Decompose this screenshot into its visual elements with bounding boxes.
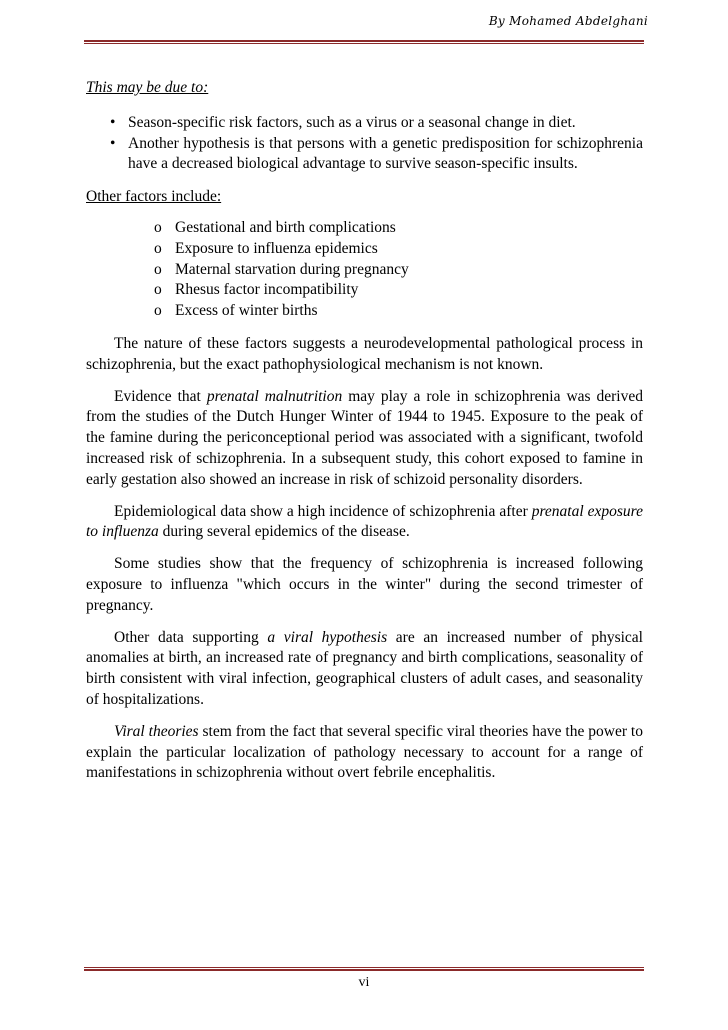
paragraph-text: during several epidemics of the disease.: [158, 523, 410, 541]
paragraph-text: Evidence that: [114, 387, 207, 405]
circle-bullet-icon: o: [154, 281, 162, 299]
list-item-text: Rhesus factor incompatibility: [175, 281, 359, 299]
other-factors-heading: Other factors include:: [86, 188, 222, 206]
page-number: vi: [358, 975, 370, 990]
circle-bullet-icon: o: [154, 302, 162, 320]
header-author: By Mohamed Abdelghani: [488, 14, 648, 28]
emphasis-text: Viral theories: [114, 722, 199, 740]
page-content: [86, 78, 643, 795]
list-item-text: Maternal starvation during pregnancy: [175, 260, 409, 278]
footer-rule: [84, 967, 644, 971]
list-item: [86, 280, 643, 301]
due-to-list: [86, 113, 643, 175]
bullet-icon: •: [110, 113, 116, 131]
emphasis-text: prenatal exposure to influenza: [86, 502, 643, 541]
emphasis-text: prenatal malnutrition: [206, 387, 343, 405]
paragraph-viral-hypothesis: [86, 628, 643, 711]
paragraph-winter: [86, 554, 643, 616]
list-item: [86, 239, 643, 260]
list-item-text: Another hypothesis is that persons with a genetic predisposition for schizophrenia have a decreased biological advantage to survive season-specific insults.: [128, 134, 643, 173]
header-rule: [84, 40, 644, 44]
paragraph-influenza: [86, 502, 643, 544]
paragraph-malnutrition: [86, 387, 643, 491]
circle-bullet-icon: o: [154, 260, 162, 278]
paragraph-text: The nature of these factors suggests a neurodevelopmental pathological process in schizophrenia, but the exact pathophysiological mechanism is not known.: [86, 334, 643, 373]
list-item-text: Gestational and birth complications: [175, 218, 396, 236]
paragraph-text: stem from the fact that several specific viral theories have the power to explain the particular localization of pathology necessary to account for a range of manifestations in schizophrenia without overt febrile encephalitis.: [86, 722, 643, 782]
circle-bullet-icon: o: [154, 239, 162, 257]
paragraph-text: Epidemiological data show a high incidence of schizophrenia after: [114, 502, 532, 520]
paragraph-mechanism: [86, 334, 643, 376]
paragraph-text: Some studies show that the frequency of schizophrenia is increased following exposure to influenza "which occurs in the winter" during the second trimester of pregnancy.: [86, 555, 643, 614]
paragraph-viral-theories: [86, 722, 643, 784]
list-item: [86, 301, 643, 322]
due-to-heading: This may be due to:: [86, 79, 209, 96]
list-item: [86, 260, 643, 281]
paragraph-text: may play a role in schizophrenia was derived from the studies of the Dutch Hunger Winter of 1944 to 1945. Exposure to the peak of the famine during the periconceptional period was associated with a significant, twofold increased risk of schizophrenia. In a subsequent study, this cohort exposed to famine in early gestation also showed an increase in risk of schizoid personality disorders.: [86, 387, 643, 488]
bullet-icon: •: [110, 134, 116, 152]
emphasis-text: a viral hypothesis: [267, 628, 388, 646]
list-item-text: Season-specific risk factors, such as a virus or a seasonal change in diet.: [128, 113, 576, 131]
list-item-text: Exposure to influenza epidemics: [175, 239, 378, 257]
list-item: [86, 134, 643, 176]
other-factors-list: [86, 218, 643, 322]
paragraph-text: Other data supporting: [114, 628, 268, 646]
circle-bullet-icon: o: [154, 218, 162, 236]
list-item: [86, 113, 643, 134]
paragraph-text: are an increased number of physical anomalies at birth, an increased rate of pregnancy and birth complications, seasonality of birth consistent with viral infection, geographical clusters of adult cases, and seasonality of hospitalizations.: [86, 628, 643, 708]
list-item: [86, 218, 643, 239]
list-item-text: Excess of winter births: [175, 302, 318, 320]
